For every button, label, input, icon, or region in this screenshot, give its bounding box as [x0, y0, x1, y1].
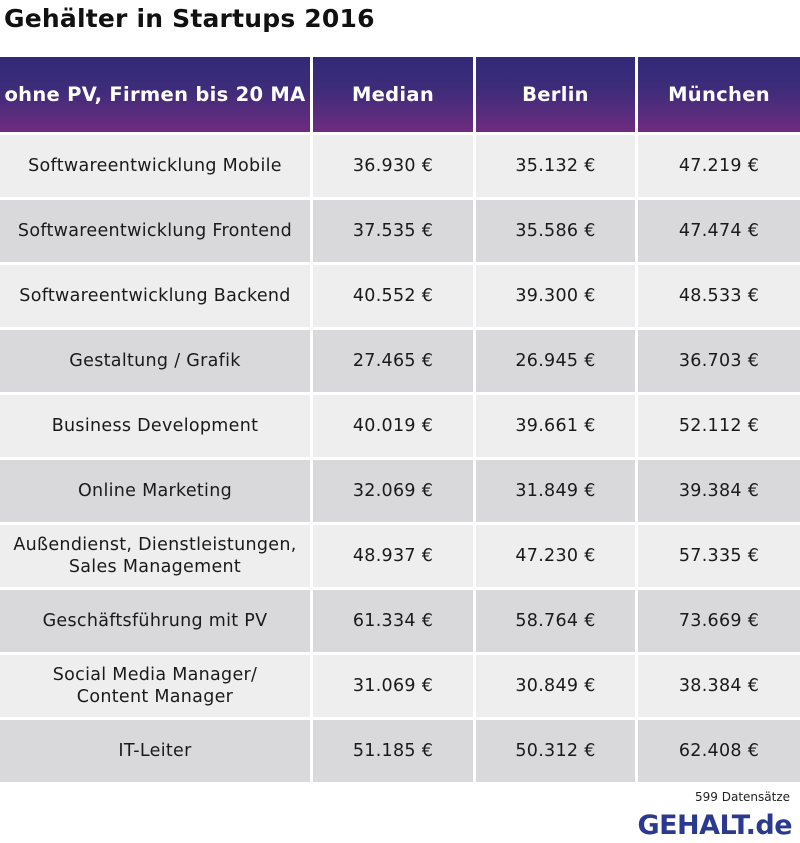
- header-berlin: Berlin: [476, 57, 638, 135]
- table-row: [0, 330, 800, 395]
- row-label: Gestaltung / Grafik: [0, 330, 313, 395]
- salary-cell: 52.112 €: [638, 395, 800, 460]
- salary-cell: 35.586 €: [476, 200, 638, 265]
- table-row: [0, 460, 800, 525]
- row-label: Außendienst, Dienstleistungen, Sales Management: [0, 525, 313, 590]
- table-body: [0, 135, 800, 785]
- salary-cell: 61.334 €: [313, 590, 476, 655]
- table-row: [0, 135, 800, 200]
- salary-cell: 38.384 €: [638, 655, 800, 720]
- table-row: [0, 200, 800, 265]
- salary-cell: 48.937 €: [313, 525, 476, 590]
- row-label: Business Development: [0, 395, 313, 460]
- salary-cell: 30.849 €: [476, 655, 638, 720]
- table-header-row: [0, 57, 800, 135]
- salary-cell: 32.069 €: [313, 460, 476, 525]
- table-row: [0, 590, 800, 655]
- row-label: Softwareentwicklung Mobile: [0, 135, 313, 200]
- salary-cell: 47.230 €: [476, 525, 638, 590]
- header-category: ohne PV, Firmen bis 20 MA: [0, 57, 313, 135]
- salary-cell: 39.300 €: [476, 265, 638, 330]
- row-label: IT-Leiter: [0, 720, 313, 785]
- salary-table: [0, 57, 800, 785]
- salary-cell: 40.019 €: [313, 395, 476, 460]
- salary-cell: 51.185 €: [313, 720, 476, 785]
- brand-logo: GEHALT.de: [637, 810, 792, 841]
- salary-cell: 47.219 €: [638, 135, 800, 200]
- salary-cell: 47.474 €: [638, 200, 800, 265]
- salary-cell: 31.069 €: [313, 655, 476, 720]
- header-münchen: München: [638, 57, 800, 135]
- salary-cell: 57.335 €: [638, 525, 800, 590]
- page-title: Gehälter in Startups 2016: [4, 4, 375, 33]
- salary-cell: 62.408 €: [638, 720, 800, 785]
- salary-cell: 39.661 €: [476, 395, 638, 460]
- table-row: [0, 395, 800, 460]
- table-row: [0, 720, 800, 785]
- table-row: [0, 265, 800, 330]
- salary-cell: 58.764 €: [476, 590, 638, 655]
- row-label: Softwareentwicklung Frontend: [0, 200, 313, 265]
- salary-cell: 39.384 €: [638, 460, 800, 525]
- salary-cell: 36.930 €: [313, 135, 476, 200]
- header-median: Median: [313, 57, 476, 135]
- record-count-note: 599 Datensätze: [695, 790, 790, 804]
- salary-cell: 31.849 €: [476, 460, 638, 525]
- salary-cell: 27.465 €: [313, 330, 476, 395]
- salary-cell: 26.945 €: [476, 330, 638, 395]
- salary-cell: 48.533 €: [638, 265, 800, 330]
- salary-cell: 50.312 €: [476, 720, 638, 785]
- salary-cell: 73.669 €: [638, 590, 800, 655]
- salary-cell: 37.535 €: [313, 200, 476, 265]
- table-row: [0, 525, 800, 590]
- row-label: Geschäftsführung mit PV: [0, 590, 313, 655]
- table-row: [0, 655, 800, 720]
- row-label: Online Marketing: [0, 460, 313, 525]
- row-label: Social Media Manager/ Content Manager: [0, 655, 313, 720]
- salary-cell: 35.132 €: [476, 135, 638, 200]
- salary-cell: 36.703 €: [638, 330, 800, 395]
- salary-cell: 40.552 €: [313, 265, 476, 330]
- row-label: Softwareentwicklung Backend: [0, 265, 313, 330]
